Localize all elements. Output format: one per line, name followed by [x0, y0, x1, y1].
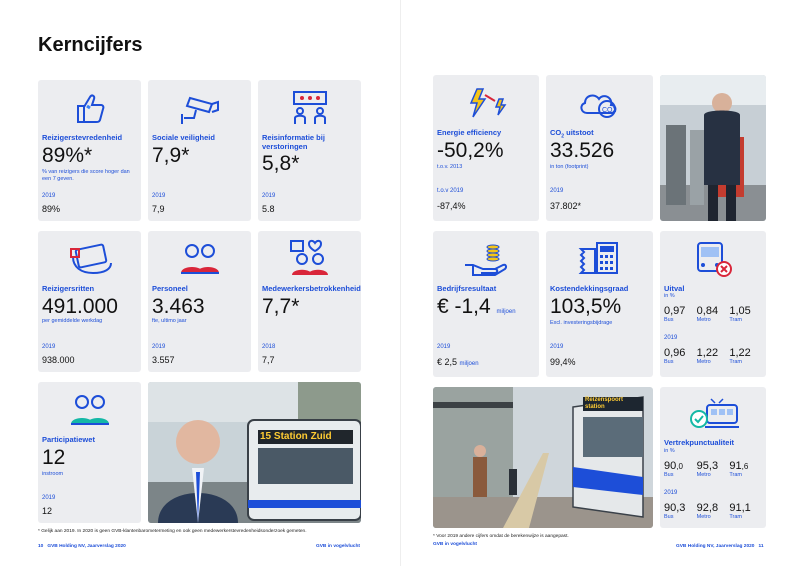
photo-tram-platform [433, 387, 653, 528]
card-previous-value [437, 357, 479, 367]
value [697, 460, 730, 472]
card-bedrijfsresultaat [433, 231, 539, 377]
card-reizigersritten [38, 231, 141, 372]
value-main: 91 [729, 460, 742, 472]
information-board-icon [258, 88, 361, 128]
card-co2-uitstoot [546, 75, 653, 221]
vertrek-metro-prev [697, 502, 730, 520]
employees-icon [148, 239, 251, 279]
card-year: 2019 [550, 188, 564, 194]
value-decimal: ,0 [676, 462, 683, 471]
uitval-bus-prev [664, 347, 697, 365]
card-year: 2019 [42, 495, 56, 501]
card-note: t.o.v. 2013 [437, 164, 463, 170]
co2-label-suffix: uitstoot [564, 128, 594, 137]
energy-icon [433, 83, 539, 123]
card-value: 12 [42, 446, 66, 469]
mode-label: Metro [696, 514, 711, 520]
card-year: 2019 [152, 193, 166, 199]
participants-icon [38, 390, 141, 430]
co2-label-subscript: 2 [561, 133, 565, 140]
card-value-number: € -1,4 [437, 295, 491, 318]
section-title: GVB in vogelvlucht [316, 544, 360, 549]
card-previous-unit: miljoen [459, 361, 479, 367]
document-title: GVB Holding NV, Jaarverslag 2020 [676, 544, 755, 549]
card-medewerkersbetrokkenheid [258, 231, 361, 372]
value: 0,96 [664, 347, 686, 359]
card-previous-value: 5.8 [262, 204, 275, 214]
page-number: 10 [38, 544, 44, 549]
mode-label: Tram [729, 472, 742, 478]
mode-label: Metro [696, 317, 711, 323]
card-energie-efficiency [433, 75, 539, 221]
mode-label: Metro [696, 472, 711, 478]
vertrek-bus-prev [664, 502, 697, 520]
co2-cloud-icon [546, 83, 653, 123]
value: 0,97 [664, 305, 686, 317]
card-note: per gemiddelde werkdag [42, 318, 103, 324]
card-note: Excl. investeringsbijdrage [550, 320, 613, 326]
value-decimal: ,6 [741, 462, 749, 471]
card-value: 5,8* [262, 152, 300, 175]
card-label: Sociale veiligheid [152, 133, 215, 142]
card-value [437, 295, 516, 319]
card-year: 2019 [664, 490, 678, 496]
card-label: Reizigerstevredenheid [42, 133, 123, 142]
card-year: 2019 [664, 335, 678, 341]
money-hand-icon [433, 239, 539, 279]
photo-driver-with-bus [148, 382, 361, 523]
card-value: 89%* [42, 144, 93, 167]
card-sociale-veiligheid [148, 80, 251, 221]
card-note: instroom [42, 471, 64, 477]
card-label: Energie efficiency [437, 128, 502, 137]
section-title: GVB in vogelvlucht [433, 542, 477, 547]
vertrek-previous-values [664, 502, 762, 520]
mode-label: Bus [664, 359, 674, 365]
uitval-current-values [664, 305, 762, 323]
bus-cancel-icon [660, 239, 766, 279]
value: 0,84 [696, 305, 719, 317]
page-number: 11 [758, 544, 764, 549]
vertrek-bus [664, 460, 697, 478]
card-year: 2019 [437, 344, 451, 350]
uitval-metro-prev [697, 347, 730, 365]
card-previous-value: 7,9 [152, 204, 165, 214]
value: 92,8 [696, 502, 719, 514]
card-uitval [660, 231, 766, 377]
mode-label: Tram [729, 317, 742, 323]
mode-label: Tram [729, 359, 742, 365]
card-value: 33.526 [550, 139, 615, 162]
card-reizigerstevredenheid [38, 80, 141, 221]
co2-label-main: CO [550, 128, 562, 137]
card-value: 7,9* [152, 144, 190, 167]
card-unit: in % [664, 448, 675, 454]
page-title: Kerncijfers [38, 34, 143, 56]
mode-label: Bus [664, 317, 674, 323]
footnote-left: * Gelijk aan 2019. In 2020 is geen GVB-klantenbarometermeting en ook geen medewerkerstevredenheidsonderzoek gemeten. [38, 529, 307, 534]
value [729, 460, 762, 472]
card-note: % van reizigers die score hoger dan een 7 geven. [42, 169, 130, 182]
uitval-tram [729, 305, 762, 323]
card-previous-value: 3.557 [152, 355, 175, 365]
card-label: Reizigersritten [42, 284, 95, 293]
card-note: fte, ultimo jaar [152, 318, 187, 324]
mode-label: Tram [729, 514, 742, 520]
card-value-unit: miljoen [496, 309, 516, 315]
card-kostendekkingsgraad [546, 231, 653, 377]
security-camera-icon [148, 88, 251, 128]
vertrek-tram [729, 460, 762, 478]
mode-label: Bus [664, 514, 674, 520]
value [664, 460, 697, 472]
value: 91,1 [729, 502, 751, 514]
vertrek-current-values [664, 460, 762, 478]
card-label: Uitval [664, 284, 685, 293]
card-value: -50,2% [437, 139, 504, 162]
card-label: Medewerkersbetrokkenheid [262, 284, 361, 293]
card-label: Reisinformatie bij verstoringen [262, 133, 325, 151]
card-participatiewet [38, 382, 141, 523]
card-value: 491.000 [42, 295, 118, 318]
tram-destination-sign: Reizenspoort station [585, 397, 624, 410]
card-year: 2019 [550, 344, 564, 350]
svg-text:CO2: CO2 [601, 107, 616, 114]
page-number-right [676, 544, 764, 549]
card-previous-value: 7,7 [262, 355, 275, 365]
card-year: 2019 [42, 193, 56, 199]
page-number-left [38, 544, 126, 549]
mode-label: Bus [664, 472, 674, 478]
vertrek-tram-prev [729, 502, 762, 520]
card-value: 103,5% [550, 295, 622, 318]
value-main: 95,3 [696, 460, 719, 472]
card-previous-value: 12 [42, 506, 53, 516]
engagement-icon [258, 239, 361, 279]
card-note: in ton (footprint) [550, 164, 589, 170]
card-label: Bedrijfsresultaat [437, 284, 497, 293]
footnote-right: * Voor 2019 andere cijfers omdat de berekenwijze is aangepast. [433, 534, 569, 539]
card-label: Kostendekkingsgraad [550, 284, 629, 293]
card-personeel [148, 231, 251, 372]
value: 1,05 [729, 305, 751, 317]
card-previous-value: 37.802* [550, 201, 582, 211]
uitval-metro [697, 305, 730, 323]
card-year: 2019 [152, 344, 166, 350]
card-year: 2018 [262, 344, 276, 350]
document-title: GVB Holding NV, Jaarverslag 2020 [47, 544, 126, 549]
section-title-left [316, 544, 360, 549]
card-unit: in % [664, 293, 675, 299]
card-label: Personeel [152, 284, 188, 293]
tram-on-time-icon [660, 395, 766, 435]
bus-destination-sign: 15 Station Zuid [260, 431, 332, 442]
card-year: 2019 [262, 193, 276, 199]
uitval-tram-prev [729, 347, 762, 365]
ov-card-icon [38, 239, 141, 279]
card-vertrekpunctualiteit [660, 387, 766, 528]
card-year: 2019 [42, 344, 56, 350]
value: 1,22 [696, 347, 719, 359]
card-reisinformatie [258, 80, 361, 221]
card-previous-value: 938.000 [42, 355, 75, 365]
uitval-bus [664, 305, 697, 323]
value: 1,22 [729, 347, 751, 359]
card-value: 3.463 [152, 295, 205, 318]
section-title-right [433, 542, 477, 547]
uitval-previous-values [664, 347, 762, 365]
card-previous-value: -87,4% [437, 201, 466, 211]
thumbs-up-icon [38, 88, 141, 128]
card-label: Participatiewet [42, 435, 95, 444]
card-label: Vertrekpunctualiteit [664, 438, 735, 447]
card-previous-value: 89% [42, 204, 61, 214]
page-spread-divider [400, 0, 401, 566]
calculator-receipt-icon [546, 239, 653, 279]
card-previous-number: € 2,5 [437, 357, 458, 367]
card-year: t.o.v 2019 [437, 188, 464, 194]
photo-metro-gates [660, 75, 766, 221]
mode-label: Metro [696, 359, 711, 365]
card-previous-value: 99,4% [550, 357, 576, 367]
vertrek-metro [697, 460, 730, 478]
card-value: 7,7* [262, 295, 300, 318]
value-main: 90 [664, 460, 677, 472]
value: 90,3 [664, 502, 686, 514]
